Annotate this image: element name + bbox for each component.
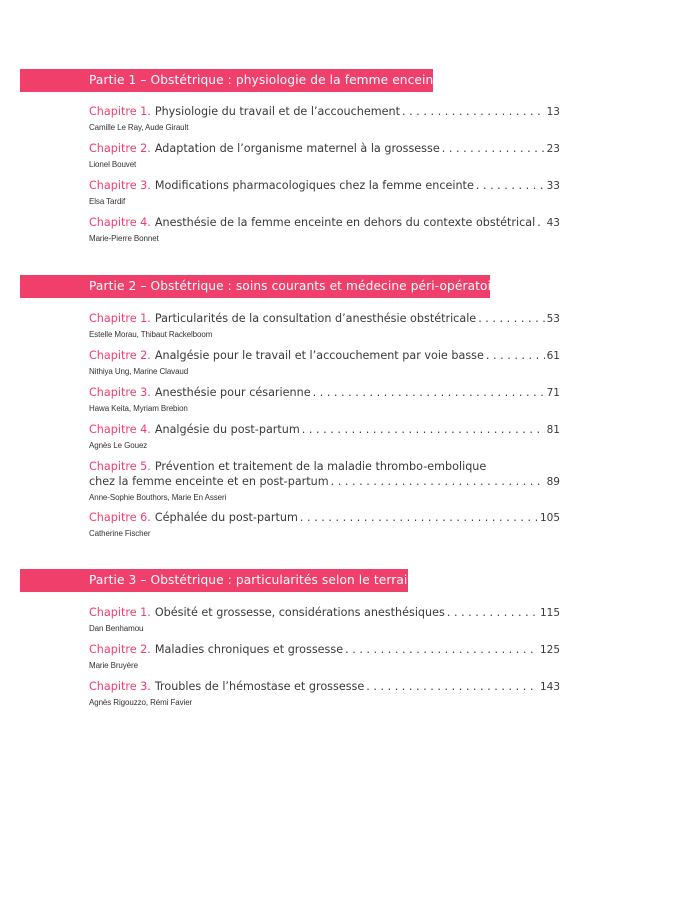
leader-dots [486,348,545,363]
chapter-page[interactable]: 115 [539,607,560,619]
toc-entry[interactable] [89,510,560,538]
chapter-label: Chapitre 3. [89,386,151,399]
chapter-label: Chapitre 3. [89,680,151,693]
chapter-page[interactable]: 43 [546,217,560,229]
chapter-authors: Hawa Keita, Myriam Brebion [89,404,188,413]
chapter-authors: Marie-Pierre Bonnet [89,234,159,243]
chapter-title[interactable]: Prévention et traitement de la maladie thrombo-embolique [154,460,487,473]
chapter-page[interactable]: 81 [546,424,560,436]
chapter-label: Chapitre 2. [89,142,151,155]
leader-dots [537,215,544,230]
part-1-title: Partie 1 – Obstétrique : physiologie de la femme enceinte [89,73,446,87]
chapter-title[interactable]: Analgésie pour le travail et l’accouchement par voie basse [154,349,484,362]
chapter-title[interactable]: Particularités de la consultation d’anesthésie obstétricale [154,312,477,325]
chapter-page[interactable]: 125 [539,644,560,656]
toc-entry[interactable] [89,605,560,633]
toc-entry[interactable] [89,385,560,413]
chapter-label: Chapitre 1. [89,606,151,619]
chapter-title[interactable]: Troubles de l’hémostase et grossesse [154,680,365,693]
chapter-label: Chapitre 3. [89,179,151,192]
chapter-authors: Nithiya Ung, Marine Clavaud [89,367,189,376]
leader-dots [402,104,545,119]
chapter-authors: Marie Bruyère [89,661,138,670]
chapter-title[interactable]: Analgésie du post-partum [154,423,300,436]
toc-entry[interactable] [89,215,560,243]
chapter-label: Chapitre 4. [89,423,151,436]
chapter-label: Chapitre 6. [89,511,151,524]
part-3-header-bar [20,569,416,592]
chapter-page[interactable]: 71 [546,387,560,399]
chapter-label: Chapitre 5. [89,460,151,473]
part-1-header-bar [20,69,446,92]
chapter-page[interactable]: 53 [546,313,560,325]
chapter-page[interactable]: 13 [546,106,560,118]
chapter-authors: Agnès Le Gouez [89,441,148,450]
chapter-authors: Lionel Bouvet [89,160,137,169]
leader-dots [442,141,545,156]
chapter-page[interactable]: 61 [546,350,560,362]
toc-entry[interactable] [89,178,560,206]
chapter-title-line2[interactable]: chez la femme enceinte et en post-partum [89,475,329,488]
part-2-header-bar [20,275,504,298]
toc-entry[interactable] [89,311,560,339]
chapter-page[interactable]: 105 [539,512,560,524]
chapter-label: Chapitre 4. [89,216,151,229]
leader-dots [476,178,545,193]
leader-dots [447,605,538,620]
chapter-label: Chapitre 1. [89,105,151,118]
toc-entry[interactable] [89,642,560,670]
part-3-title: Partie 3 – Obstétrique : particularités selon le terrain [89,573,416,587]
toc-entry[interactable] [89,104,560,132]
chapter-page[interactable]: 33 [546,180,560,192]
leader-dots [331,474,545,489]
chapter-title[interactable]: Modifications pharmacologiques chez la femme enceinte [154,179,474,192]
chapter-page[interactable]: 23 [546,143,560,155]
leader-dots [302,422,545,437]
chapter-title[interactable]: Maladies chroniques et grossesse [154,643,344,656]
chapter-authors: Dan Benhamou [89,624,144,633]
chapter-title[interactable]: Anesthésie pour césarienne [154,386,311,399]
chapter-authors: Catherine Fischer [89,529,151,538]
chapter-authors: Agnès Rigouzzo, Rémi Favier [89,698,193,707]
chapter-authors: Camille Le Ray, Aude Girault [89,123,189,132]
chapter-label: Chapitre 2. [89,349,151,362]
chapter-title[interactable]: Anesthésie de la femme enceinte en dehors du contexte obstétrical [154,216,536,229]
toc-entry[interactable] [89,459,560,502]
chapter-title[interactable]: Céphalée du post-partum [154,511,298,524]
chapter-authors: Anne-Sophie Bouthors, Marie En Asseri [89,493,227,502]
leader-dots [345,642,538,657]
leader-dots [478,311,544,326]
chapter-authors: Elsa Tardif [89,197,126,206]
toc-entry[interactable] [89,141,560,169]
toc-entry[interactable] [89,422,560,450]
chapter-page[interactable]: 143 [539,681,560,693]
chapter-label: Chapitre 1. [89,312,151,325]
chapter-authors: Estelle Morau, Thibaut Rackelboom [89,330,213,339]
leader-dots [313,385,545,400]
chapter-page[interactable]: 89 [546,476,560,488]
chapter-title[interactable]: Adaptation de l’organisme maternel à la grossesse [154,142,440,155]
chapter-label: Chapitre 2. [89,643,151,656]
toc-entry[interactable] [89,348,560,376]
toc-entry[interactable] [89,679,560,707]
leader-dots [366,679,538,694]
leader-dots [300,510,538,525]
part-2-title: Partie 2 – Obstétrique : soins courants et médecine péri-opératoire [89,279,504,293]
chapter-title[interactable]: Obésité et grossesse, considérations anesthésiques [154,606,445,619]
chapter-title[interactable]: Physiologie du travail et de l’accouchement [154,105,401,118]
